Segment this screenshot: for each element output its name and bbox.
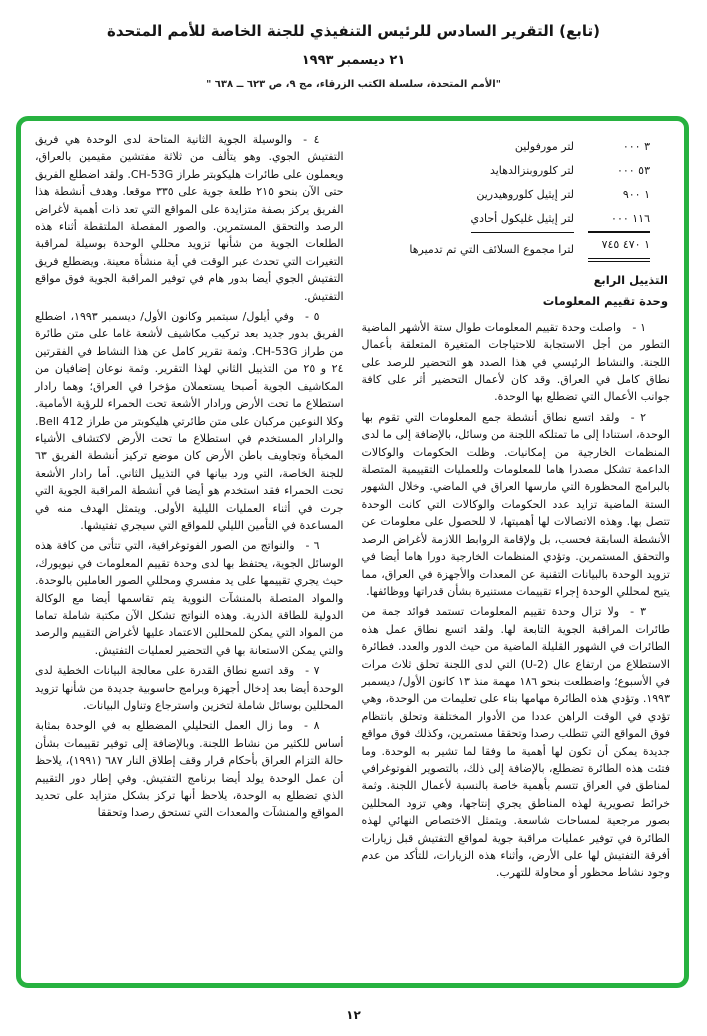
precursor-total-row [362, 233, 651, 262]
paragraph-5: ٥ - وفي أيلول/ سبتمبر وكانون الأول/ ديسمبر ١٩٩٣، اضطلع الفريق بدور جديد بعد تركيب مكاشيف لأشعة غاما على متن طائرة من طراز CH-53G. وثمة تقرير كامل عن هذا النشاط في الفقرتين ٢٤ و ٢٥ من التذييل الثاني لهذا التقرير. وثمة نوعان إضافيان من المكاشيف الجوية أصبحا يستعملان مؤخرا في العراق؛ وهما رادار استطلاع ما تحت الأرض ورادار الأشعة تحت الحمراء للرؤية الأمامية. وكلا النوعين مركبان على متن طائرتي هليكوبتر من طراز Bell 412. والرادار المستخدم في استطلاع ما تحت الأرض لاكتشاف الأشياء المخبأة وتجاويف باطن الأرض كان موضع تركيز أنشطة الفريق ٦٣ للجنة الخاصة، التي ورد بيانها في التذييل الثاني. أما رادار الأشعة تحت الحمراء فقد استخدم هو أيضا في أنشطة المراقبة الجوية التي جرت في أثناء العمليات الليلية الأولى. ويتمثل الهدف منه في المساعدة في التأمين الليلي للمواقع التي سيجري تفتيشها. [35, 310, 344, 532]
appendix-subheading: وحدة تقييم المعلومات [542, 294, 668, 309]
paragraph-6: ٦ - والنواتج من الصور الفوتوغرافية، التي تتأتى من كافة هذه الوسائل الجوية، يحتفظ بها لدى وحدة تقييم المعلومات في نيويورك، حيث يجري تقييمها على يد مفسري ومحللي الصور العاملين بالوحدة. والمواد المتصلة بالمنشآت النووية يتم تقاسمها أيضا مع الوكالة الدولية للطاقة الذرية. وهذه النواتج تشكل الآن مكتبة شاملة تماما من المواد التي يمكن للمحللين الاعتماد عليها لأغراض التقييم والرصد والتي يمكن الاستعانة بها في التحضير لعمليات التفتيش. [35, 539, 344, 657]
precursor-row [362, 183, 651, 207]
paragraph-3: ٣ - ولا تزال وحدة تقييم المعلومات تستمد فوائد جمة من طائرات المراقبة الجوية التابعة لها. ولقد اتسع نطاق عمل هذه الطائرات في الشهور القليلة الماضية من حيث الدور والعدد. فطائرة الاستطلاع من ارتفاع عال (U-2) التي لدى اللجنة تحلق ثلاث مرات في الأسبوع؛ واضطلعت بنحو ١٨٦ مهمة منذ ١٣ كانون الأول/ ديسمبر ١٩٩٣. وتؤدي هذه الطائرة مهامها بناء على تعليمات من الوحدة، وهي تؤدي في الوقت الراهن عددا من الأدوار المختلفة وتحلق بانتظام فوق المواقع التي تتطلب رصدا وتحققا مستمرين، وكذلك فوق مواقع جديدة يمكن أن تكون لها أهمية ما وفقا لما تشير به الوحدة. وما فتئت هذه الطائرة تضطلع، بالإضافة إلى ذلك، بالتصوير الفوتوغرافي لمناطق في العراق تتسم بأهمية خاصة بالنسبة لأعمال اللجنة. وثمة خرائط تصويرية لهذه المناطق يجري إنتاجها، وهي تزود المحللين بصور مرجعية لمساحات شاسعة. ويتمثل الاختصاص النهائي لهذه الطائرة في توفير عمليات مراقبة جوية لمواقع التفتيش قبل زيارات أفرقة التفتيش لها على الأرض، وأثناء هذه الزيارات، للتأكد من عدم وجود نشاط محظور أو محاولة للتهرب. [361, 605, 671, 880]
report-date: ٢١ ديسمبر ١٩٩٣ [301, 53, 406, 68]
precursor-amount: ٥٣ ٠٠٠ [616, 164, 650, 177]
precursor-row [362, 135, 651, 159]
paragraph-1: ١ - واصلت وحدة تقييم المعلومات طوال ستة الأشهر الماضية التطور من أجل الاستجابة للاحتياجات المتغيرة المتعلقة بأعمال اللجنة. والنشاط الرئيسي في هذا الصدد هو التحضير للرصد على نطاق كامل في العراق. وقد كان لأعمال التحضير أثر على كافة جوانب الأعمال التي تضطلع بها الوحدة. [361, 320, 670, 404]
column-right [362, 131, 671, 975]
source-citation: "الأمم المتحدة، سلسلة الكتب الزرقاء، مج ٩، ص ٦٢٣ ــ ٦٣٨ " [206, 79, 501, 90]
precursor-amount: ١ ٩٠٠ [622, 188, 650, 201]
precursor-label: لتر كلوروبنزالدهايد [489, 164, 574, 177]
precursor-label: لتر مورفولين [514, 140, 574, 153]
precursor-label: لتر إيثيل كلوروهيدرين [476, 188, 574, 201]
column-left [35, 131, 344, 975]
paragraph-7: ٧ - وقد اتسع نطاق القدرة على معالجة البيانات الخطية لدى الوحدة أيضا بعد إدخال أجهزة وبرامج حاسوبية جديدة من شأنها تزويد المحللين بوسائل شاملة لتخزين واسترجاع وتناول البيانات. [35, 664, 344, 712]
report-title: (تابع) التقرير السادس للرئيس التنفيذي للجنة الخاصة للأمم المتحدة [106, 22, 601, 40]
paragraph-8: ٨ - وما زال العمل التحليلي المضطلع به في الوحدة بمثابة أساس للكثير من نشاط اللجنة. وبالإضافة إلى توفير تقييمات بشأن حالة التزام العراق بأحكام قرار وقف إطلاق النار ٦٨٧ (١٩٩١)، يلاحظ أن عمل الوحدة يولد أيضا برنامج التفتيش. وفي إطار دور التقييم الذي تضطلع به الوحدة، يلاحظ أنها تركز بشكل متزايد على تحديد المواقع والمنشآت والمعدات التي تستحق رصدا وتحققا [35, 719, 344, 820]
precursor-amount: ٣ ٠٠٠ [622, 140, 650, 153]
precursor-label: لتر إيثيل غليكول أحادي [471, 207, 575, 233]
green-border-content-box [16, 116, 689, 988]
paragraph-4: ٤ - والوسيلة الجوية الثانية المتاحة لدى الوحدة هي فريق التفتيش الجوي. وهو يتألف من ثلاثة مفتشين مقيمين بالعراق، ويعملون على طائرات هليكوبتر طراز CH-53G. ولقد اضطلع الفريق حتى الآن بنحو ٢١٥ طلعة جوية على ٣٣٥ موقعا. وهدف أنشطة هذا الفريق يركز بصفة متزايدة على المواقع التي تعد ذات أهمية لأغراض الرصد والتحقق المستمرين. والصور المفصلة الملتقطة أثناء هذه الطلعات الجوية من شأنها تزويد محللي الوحدة بوسيلة لمراقبة التغيرات التي تحدث عبر الوقت في أية منشأة معينة. ويضطلع فريق التفتيش الجوي أيضا بدور هام في توفير المراقبة الجوية فوق مواقع التفتيش. [35, 133, 344, 303]
precursor-table [362, 131, 671, 264]
precursor-amount: ١١٦ ٠٠٠ [588, 207, 650, 233]
appendix-heading: التذييل الرابع [593, 273, 668, 287]
paragraph-2: ٢ - ولقد اتسع نطاق أنشطة جمع المعلومات التي تقوم بها الوحدة، استنادا إلى ما تمتلكه اللجنة من وسائل، بالإضافة إلى ما لدى المنظمات الخارجية من إمكانيات. وظلت الحكومات والوكالات الداعمة تشكل مصدرا هاما للمعلومات وللعمليات التقييمية المتصلة بالبرامج المحظورة التي مارسها العراق في الماضي. وخلال الشهور الستة الماضية تزايد عدد الحكومات والوكالات التي كانت الوحدة تتصل بها. وهذه الاتصالات لها أهميتها، لا للحصول على معلومات عن الأنشطة السابقة فحسب، بل ولإقامة الروابط اللازمة لأغراض الرصد والتحقق المستمرين. وتؤدي المنظمات الخارجية دورا هاما أيضا في تزويد الوحدة بالبيانات التقنية عن المعدات والأجهزة في العراق، مما يتيح لمحللي الوحدة إجراء تقييمات مستنيرة بشأن قدراتها ووظائفها. [361, 410, 670, 598]
precursor-row [362, 159, 651, 183]
precursor-total-label: لترا مجموع السلائف التي تم تدميرها [409, 243, 574, 256]
page-number: ١٢ [346, 1008, 361, 1022]
precursor-row [362, 207, 651, 233]
precursor-total-amount: ١ ٤٧٠ ٧٤٥ [588, 233, 650, 262]
page-header [0, 0, 707, 90]
